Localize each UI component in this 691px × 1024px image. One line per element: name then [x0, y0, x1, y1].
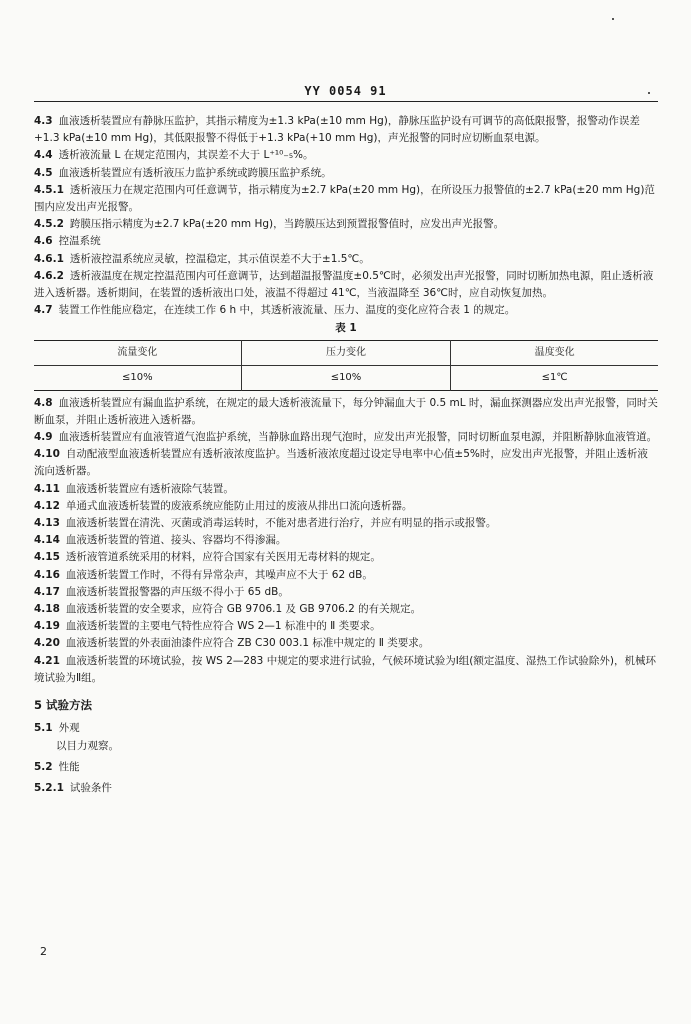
clause-paragraph — [34, 549, 658, 566]
clause-text: 自动配液型血液透析装置应有透析液浓度监护。当透析液浓度超过设定导电率中心值±5%时，应发出声光报警，并阻止透析液流向透析器。 — [34, 448, 648, 478]
clause-text: 血液透析装置的环境试验，按 WS 2—283 中规定的要求进行试验，气候环境试验为Ⅰ组(额定温度、湿热工作试验除外)，机械环境试验为Ⅱ组。 — [34, 654, 656, 684]
clause-text: 跨膜压指示精度为±2.7 kPa(±20 mm Hg)，当跨膜压达到预置报警值时，应发出声光报警。 — [69, 218, 505, 231]
clause-paragraph — [34, 182, 658, 216]
clause-text: 血液透析装置应有血液管道气泡监护系统，当静脉血路出现气泡时，应发出声光报警，同时切断血泵电源，并阻断静脉血液管道。 — [58, 431, 658, 444]
clause-label: 试验条件 — [69, 781, 112, 794]
header-rule — [34, 101, 658, 102]
clause-number: 4.11 — [34, 482, 60, 495]
clause-text: 透析液控温系统应灵敏，控温稳定，其示值误差不大于±1.5℃。 — [69, 252, 370, 265]
clause-paragraph — [34, 618, 658, 635]
clause-paragraph — [34, 446, 658, 480]
page-header: YY 0054 91 — [304, 84, 387, 98]
clause-number: 4.9 — [34, 431, 53, 444]
clause-label: 外观 — [58, 722, 80, 735]
table-row — [34, 365, 658, 390]
clause-text: 血液透析装置的主要电气特性应符合 WS 2—1 标准中的 Ⅱ 类要求。 — [65, 620, 381, 633]
page-number: 2 — [40, 945, 47, 958]
clause-paragraph — [34, 601, 658, 618]
clause-number: 5.2 — [34, 760, 53, 773]
clause-text: 血液透析装置应有静脉压监护，其指示精度为±1.3 kPa(±10 mm Hg)，静脉压监护设有可调节的高低限报警，报警动作误差+1.3 kPa(±10 mm Hg)，其低限报警不得低于+1.3 kPa(+10 mm Hg)，声光报警的同时应切断血泵电源。 — [34, 115, 640, 145]
clause-paragraph — [34, 584, 658, 601]
clause-number: 4.12 — [34, 499, 60, 512]
clause-number: 4.14 — [34, 534, 60, 547]
clause-number: 4.6.1 — [34, 252, 64, 265]
clause-number: 4.17 — [34, 585, 60, 598]
clause-number: 4.8 — [34, 396, 53, 409]
table-header-cell: 压力变化 — [241, 340, 451, 365]
clause-number: 4.4 — [34, 149, 53, 162]
clause-paragraph — [34, 395, 658, 429]
clause-number: 5.2.1 — [34, 781, 64, 794]
clause-text: 血液透析装置应有漏血监护系统，在规定的最大透析液流量下，每分钟漏血大于 0.5 mL 时，漏血探测器应发出声光报警，同时关断血泵，并阻止透析液进入透析器。 — [34, 396, 658, 426]
table-title: 表 1 — [335, 322, 357, 335]
clause-paragraph — [34, 567, 658, 584]
clause-text: 血液透析装置的管道、接头、容器均不得渗漏。 — [65, 534, 287, 547]
clause-paragraph — [34, 268, 658, 302]
table-cell: ≤10% — [122, 372, 153, 384]
clause-paragraph — [34, 653, 658, 687]
clause-number: 4.5.2 — [34, 218, 64, 231]
clause-number: 4.3 — [34, 115, 53, 127]
clause-number: 4.19 — [34, 620, 60, 633]
clause-text: 血液透析装置在清洗、灭菌或消毒运转时，不能对患者进行治疗，并应有明显的指示或报警。 — [65, 517, 497, 530]
clauses-before-table — [34, 113, 658, 319]
clause-number: 4.16 — [34, 568, 60, 581]
subsection-heading — [34, 759, 658, 776]
clauses-after-table — [34, 395, 658, 687]
clause-number: 4.18 — [34, 603, 60, 616]
clause-number: 4.10 — [34, 448, 60, 461]
clause-text: 血液透析装置工作时，不得有异常杂声，其噪声应不大于 62 dB。 — [65, 568, 373, 581]
clause-text: 控温系统 — [58, 235, 101, 248]
table-1 — [34, 340, 658, 391]
table-header-cell: 温度变化 — [451, 340, 658, 365]
clause-paragraph — [34, 165, 658, 182]
clause-text: 透析液管道系统采用的材料，应符合国家有关医用无毒材料的规定。 — [65, 551, 381, 564]
table-header-row — [34, 340, 658, 365]
paragraph-text: 以目力观察。 — [56, 739, 119, 752]
clause-text: 血液透析装置的安全要求，应符合 GB 9706.1 及 GB 9706.2 的有关规定。 — [65, 603, 422, 616]
clause-number: 4.13 — [34, 517, 60, 530]
section-heading: 5 试验方法 — [34, 698, 93, 713]
clause-label: 性能 — [58, 760, 80, 773]
clause-number: 4.6 — [34, 235, 53, 248]
clause-number: 4.5.1 — [34, 183, 64, 196]
clause-paragraph — [34, 515, 658, 532]
clause-number: 4.5 — [34, 166, 53, 179]
clause-text: 血液透析装置的外表面油漆件应符合 ZB C30 003.1 标准中规定的 Ⅱ 类要求。 — [65, 637, 430, 650]
clause-paragraph — [34, 635, 658, 652]
subsection-heading — [34, 720, 658, 737]
clause-number: 4.6.2 — [34, 269, 64, 282]
clause-number: 5.1 — [34, 722, 53, 735]
clause-paragraph — [34, 532, 658, 549]
table-header-cell: 流量变化 — [34, 340, 241, 365]
clause-text: 血液透析装置应有透析液压力监护系统或跨膜压监护系统。 — [58, 166, 332, 179]
document-body — [34, 113, 658, 797]
clause-text: 血液透析装置应有透析液除气装置。 — [65, 482, 234, 495]
clause-number: 4.20 — [34, 637, 60, 650]
clause-number: 4.21 — [34, 654, 60, 667]
clause-text: 血液透析装置报警器的声压级不得小于 65 dB。 — [65, 585, 289, 598]
table-cell: ≤10% — [241, 365, 451, 390]
clause-number: 4.15 — [34, 551, 60, 564]
scan-speck — [648, 92, 650, 94]
clause-number: 4.7 — [34, 304, 53, 317]
subsection-heading — [34, 780, 658, 797]
clause-paragraph — [34, 113, 658, 147]
clause-paragraph — [34, 429, 658, 446]
clause-text: 透析液温度在规定控温范围内可任意调节，达到超温报警温度±0.5℃时，必须发出声光报警，同时切断加热电源，阻止透析液进入透析器。透析期间，在装置的透析液出口处，液温不得超过 41℃，当液温降至 36℃时，应自动恢复加热。 — [34, 269, 654, 300]
clause-paragraph — [34, 498, 658, 515]
clause-paragraph — [34, 302, 658, 319]
clause-text: 透析液压力在规定范围内可任意调节，指示精度为±2.7 kPa(±20 mm Hg)，在所设压力报警值的±2.7 kPa(±20 mm Hg)范围内应发出声光报警。 — [34, 183, 655, 214]
clause-paragraph — [34, 147, 658, 164]
clause-paragraph — [34, 233, 658, 250]
table-cell: ≤1℃ — [451, 365, 658, 390]
clause-paragraph — [34, 251, 658, 268]
clause-text: 装置工作性能应稳定，在连续工作 6 h 中，其透析液流量、压力、温度的变化应符合表 1 的规定。 — [58, 304, 516, 317]
clause-text: 透析液流量 L 在规定范围内，其误差不大于 L⁺¹⁰₋₅%。 — [58, 149, 314, 162]
clause-paragraph — [34, 216, 658, 233]
clause-paragraph — [34, 481, 658, 498]
clause-text: 单通式血液透析装置的废液系统应能防止用过的废液从排出口流向透析器。 — [65, 499, 413, 512]
scan-speck — [612, 18, 614, 20]
